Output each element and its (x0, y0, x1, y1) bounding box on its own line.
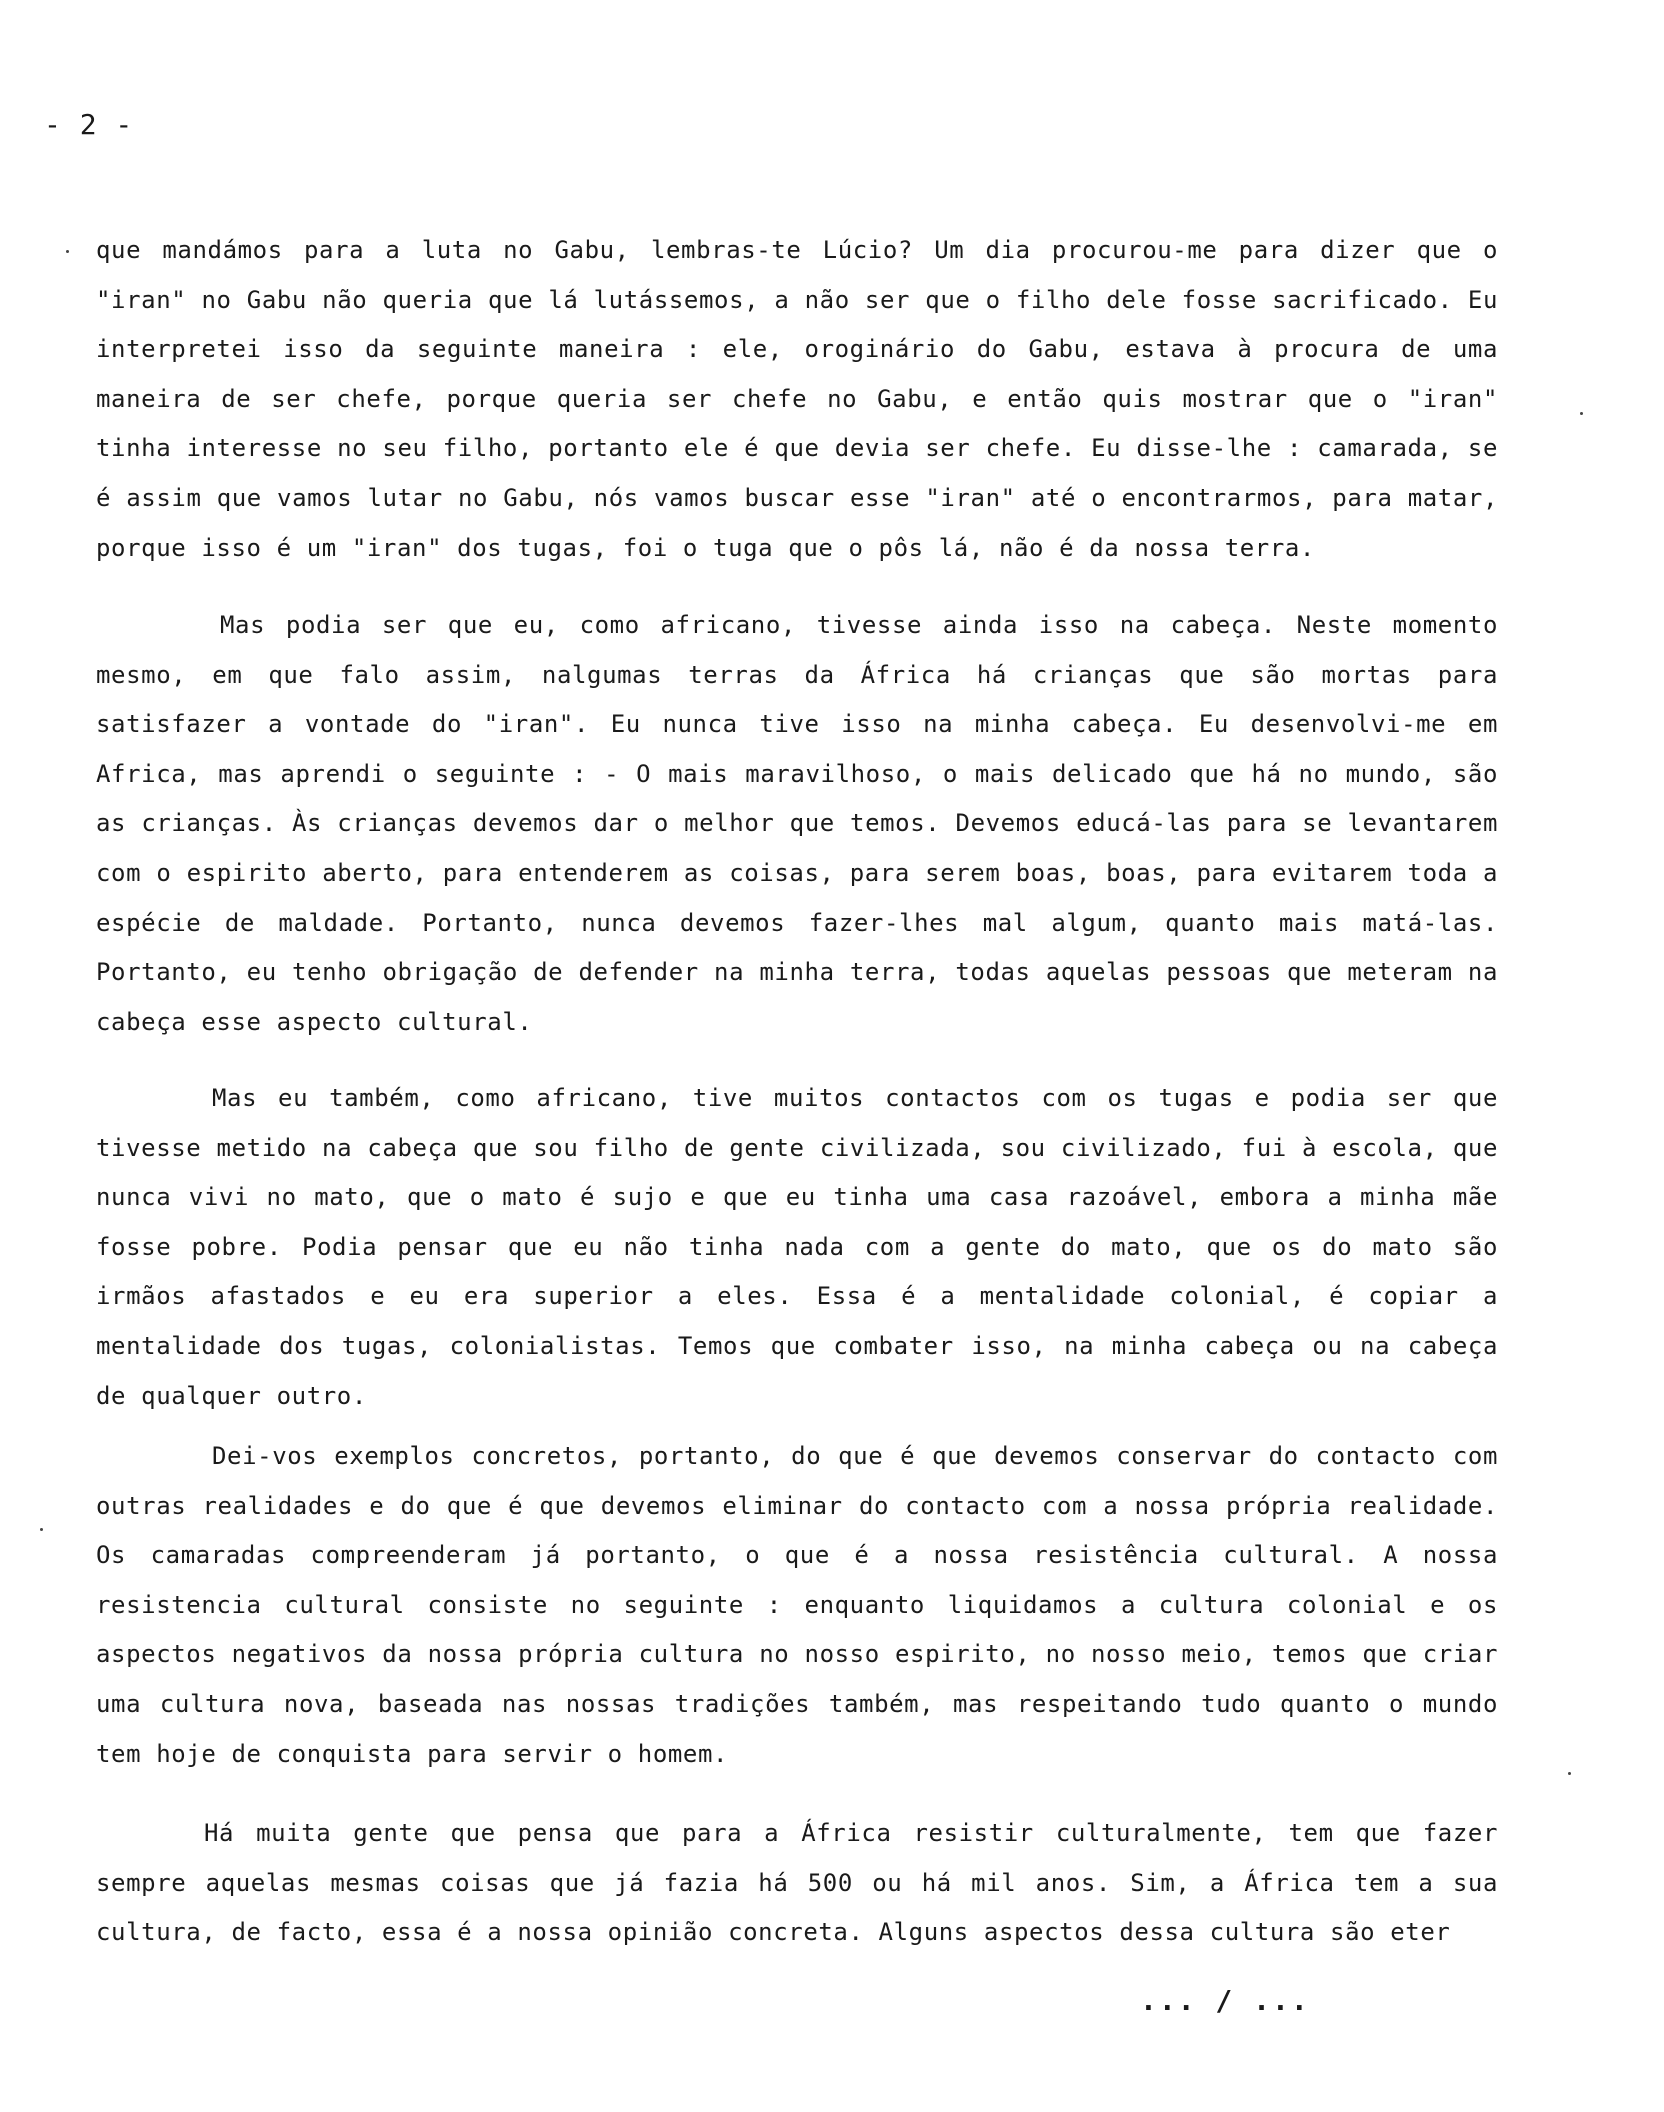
paragraph-2: Mas podia ser que eu, como africano, tivesse ainda isso na cabeça. Neste momento mesmo, em que falo assim, nalgumas terras da África há crianças que são mortas para satisfazer a vontade do "iran". Eu nunca tive isso na minha cabeça. Eu desenvolvi-me em Africa, mas aprendi o seguinte : - O mais maravilhoso, o mais delicado que há no mundo, são as crianças. Às crianças devemos dar o melhor que temos. Devemos educá-las para se levantarem com o espirito aberto, para entenderem as coisas, para serem boas, boas, para evitarem toda a espécie de maldade. Portanto, nunca devemos fazer-lhes mal algum, quanto mais matá-las. Portanto, eu tenho obrigação de defender na minha terra, todas aquelas pessoas que meteram na cabeça esse aspecto cultural. (96, 611, 1498, 1036)
paragraph-1: que mandámos para a luta no Gabu, lembras-te Lúcio? Um dia procurou-me para dizer que o "iran" no Gabu não queria que lá lutássemos, a não ser que o filho dele fosse sacrificado. Eu interpretei isso da seguinte maneira : ele, oroginário do Gabu, estava à procura de uma maneira de ser chefe, porque queria ser chefe no Gabu, e então quis mostrar que o "iran" tinha interesse no seu filho, portanto ele é que devia ser chefe. Eu disse-lhe : camarada, se é assim que vamos lutar no Gabu, nós vamos buscar esse "iran" até o encontrarmos, para matar, porque isso é um "iran" dos tugas, foi o tuga que o pôs lá, não é da nossa terra. (96, 236, 1498, 562)
continuation-mark: ... / ... (1140, 1984, 1310, 2017)
scan-speck (1568, 1772, 1571, 1775)
paragraph-5: Há muita gente que pensa que para a África resistir culturalmente, tem que fazer sempre aquelas mesmas coisas que já fazia há 500 ou há mil anos. Sim, a África tem a sua cultura, de facto, essa é a nossa opinião concreta. Alguns aspectos dessa cultura são eter (96, 1819, 1498, 1947)
page-number: - 2 - (44, 108, 134, 141)
paragraph-4: Dei-vos exemplos concretos, portanto, do que é que devemos conservar do contacto com outras realidades e do que é que devemos eliminar do contacto com a nossa própria realidade. Os camaradas compreenderam já portanto, o que é a nossa resistência cultural. A nossa resistencia cultural consiste no seguinte : enquanto liquidamos a cultura colonial e os aspectos negativos da nossa própria cultura no nosso espirito, no nosso meio, temos que criar uma cultura nova, baseada nas nossas tradições também, mas respeitando tudo quanto o mundo tem hoje de conquista para servir o homem. (96, 1442, 1498, 1768)
scan-speck (40, 1528, 43, 1531)
scan-speck (66, 250, 69, 253)
paragraph-3: Mas eu também, como africano, tive muitos contactos com os tugas e podia ser que tivesse metido na cabeça que sou filho de gente civilizada, sou civilizado, fui à escola, que nunca vivi no mato, que o mato é sujo e que eu tinha uma casa razoável, embora a minha mãe fosse pobre. Podia pensar que eu não tinha nada com a gente do mato, que os do mato são irmãos afastados e eu era superior a eles. Essa é a mentalidade colonial, é copiar a mentalidade dos tugas, colonialistas. Temos que combater isso, na minha cabeça ou na cabeça de qualquer outro. (96, 1084, 1498, 1410)
scan-speck (1580, 412, 1583, 415)
